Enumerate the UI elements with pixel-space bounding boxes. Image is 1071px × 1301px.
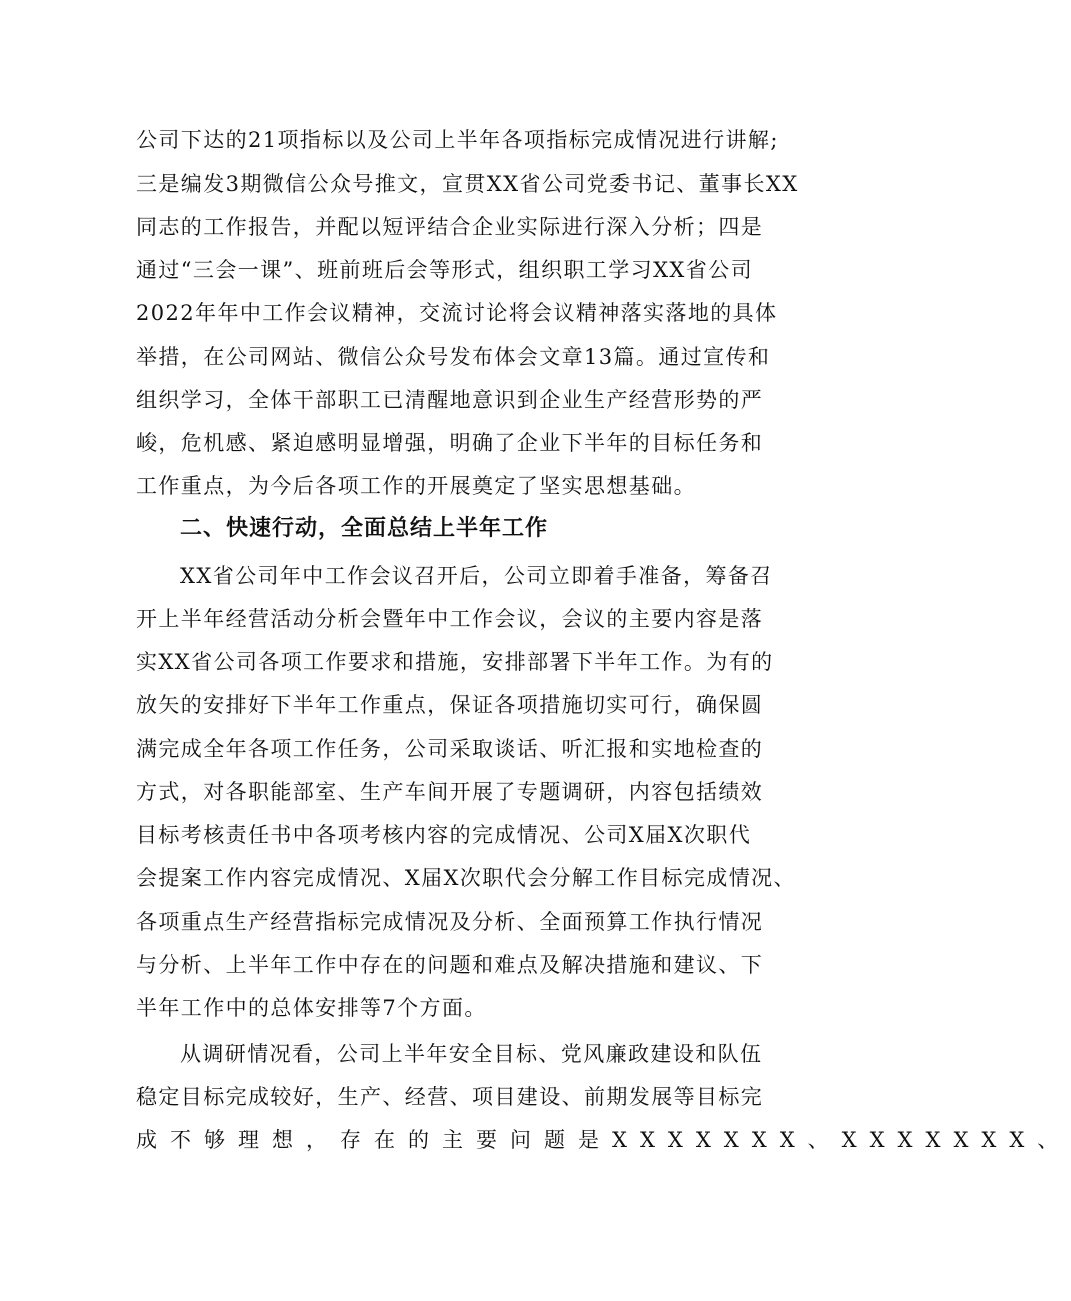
paragraph-1-line-9: 工作重点，为今后各项工作的开展奠定了坚实思想基础。 (136, 474, 696, 498)
paragraph-1-line-4: 通过“三会一课”、班前班后会等形式，组织职工学习XX省公司 (136, 258, 753, 282)
paragraph-1-line-5: 2022年年中工作会议精神，交流讨论将会议精神落实落地的具体 (136, 301, 778, 325)
paragraph-1-line-8: 峻，危机感、紧迫感明显增强，明确了企业下半年的目标任务和 (136, 431, 764, 455)
paragraph-2-line-5: 满完成全年各项工作任务，公司采取谈话、听汇报和实地检查的 (136, 737, 764, 761)
paragraph-1-line-6: 举措，在公司网站、微信公众号发布体会文章13篇。通过宣传和 (136, 345, 771, 369)
section-heading: 二、快速行动，全面总结上半年工作 (180, 516, 549, 541)
paragraph-2-line-6: 方式，对各职能部室、生产车间开展了专题调研，内容包括绩效 (136, 780, 764, 804)
paragraph-1-line-3: 同志的工作报告，并配以短评结合企业实际进行深入分析；四是 (136, 215, 764, 239)
paragraph-3-line-3: 成不够理想，存在的主要问题是XXXXXXX、XXXXXXX、 (136, 1128, 1071, 1152)
paragraph-2-line-1: XX省公司年中工作会议召开后，公司立即着手准备，筹备召 (180, 564, 773, 588)
paragraph-2-line-11: 半年工作中的总体安排等7个方面。 (136, 996, 487, 1020)
paragraph-2-line-10: 与分析、上半年工作中存在的问题和难点及解决措施和建议、下 (136, 953, 764, 977)
paragraph-1-line-2: 三是编发3期微信公众号推文，宣贯XX省公司党委书记、董事长XX (136, 172, 799, 196)
paragraph-2-line-2: 开上半年经营活动分析会暨年中工作会议，会议的主要内容是落 (136, 607, 764, 631)
paragraph-1-line-1: 公司下达的21项指标以及公司上半年各项指标完成情况进行讲解; (136, 128, 779, 152)
paragraph-2-line-4: 放矢的安排好下半年工作重点，保证各项措施切实可行，确保圆 (136, 693, 764, 717)
paragraph-2-line-9: 各项重点生产经营指标完成情况及分析、全面预算工作执行情况 (136, 910, 764, 934)
paragraph-3-line-2: 稳定目标完成较好，生产、经营、项目建设、前期发展等目标完 (136, 1085, 764, 1109)
paragraph-2-line-8: 会提案工作内容完成情况、X届X次职代会分解工作目标完成情况、 (136, 866, 796, 890)
paragraph-1-line-7: 组织学习，全体干部职工已清醒地意识到企业生产经营形势的严 (136, 388, 764, 412)
paragraph-2-line-7: 目标考核责任书中各项考核内容的完成情况、公司X届X次职代 (136, 823, 752, 847)
paragraph-2-line-3: 实XX省公司各项工作要求和措施，安排部署下半年工作。为有的 (136, 650, 774, 674)
paragraph-3-line-1: 从调研情况看，公司上半年安全目标、党风廉政建设和队伍 (180, 1042, 763, 1066)
